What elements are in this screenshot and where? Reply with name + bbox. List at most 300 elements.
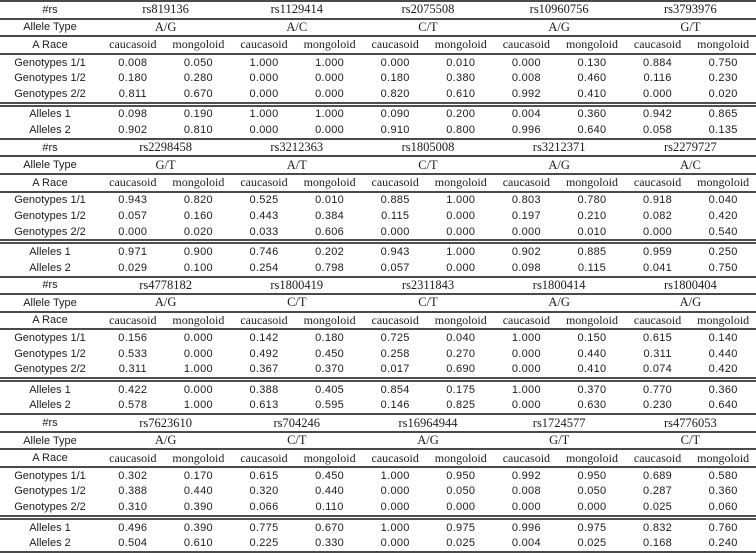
allele-type-cell: A/G [100, 294, 231, 312]
rs-id-cell: rs2075508 [362, 1, 493, 19]
freq-value-cell: 0.000 [494, 499, 560, 517]
rs-id-cell: rs819136 [100, 1, 231, 19]
freq-value-cell: 0.390 [166, 499, 232, 517]
genotype-row-1-2 [0, 484, 756, 500]
freq-value-cell: 0.029 [100, 260, 166, 277]
freq-value-cell: 0.578 [100, 398, 166, 415]
freq-value-cell: 0.000 [380, 485, 410, 498]
freq-value-cell: 0.580 [708, 469, 738, 482]
freq-value-cell: 0.525 [249, 194, 279, 207]
race-header-cell: caucasoid [231, 174, 297, 192]
freq-value-cell: 0.606 [297, 224, 363, 242]
allele-freq-row-2 [0, 535, 756, 552]
freq-value-cell: 0.000 [183, 347, 213, 360]
race-header-cell: caucasoid [231, 449, 297, 467]
race-header-cell: mongoloid [690, 174, 756, 192]
freq-value-cell: 0.460 [577, 72, 607, 85]
allele-type-cell: A/G [362, 432, 493, 450]
allele-type-cell: A/C [625, 156, 756, 174]
freq-value-cell: 0.865 [708, 108, 738, 121]
freq-value-cell: 0.670 [315, 521, 345, 534]
freq-value-cell: 0.959 [643, 246, 673, 259]
race-header-cell: caucasoid [100, 449, 166, 467]
freq-value-cell: 0.200 [446, 108, 476, 121]
freq-value-cell: 0.996 [511, 521, 541, 534]
freq-value-cell: 0.000 [494, 361, 560, 379]
freq-value-cell: 0.360 [708, 485, 738, 498]
freq-value-cell: 0.370 [577, 383, 607, 396]
freq-value-cell: 0.135 [690, 122, 756, 139]
freq-value-cell: 0.405 [315, 383, 345, 396]
freq-value-cell: 0.000 [362, 499, 428, 517]
freq-value-cell: 0.390 [183, 521, 213, 534]
freq-value-cell: 0.780 [577, 194, 607, 207]
freq-value-cell: 0.160 [183, 209, 213, 222]
freq-value-cell: 0.060 [690, 499, 756, 517]
freq-value-cell: 0.943 [380, 246, 410, 259]
allele-type-row-block-4 [0, 432, 756, 450]
row-label-cell: Genotypes 1/2 [14, 347, 86, 360]
row-label-cell: Genotypes 1/1 [14, 56, 86, 69]
allele-type-cell: C/T [625, 432, 756, 450]
freq-value-cell: 0.020 [166, 224, 232, 242]
freq-value-cell: 0.330 [297, 535, 363, 552]
freq-value-cell: 0.492 [249, 347, 279, 360]
freq-value-cell: 0.057 [118, 209, 148, 222]
freq-value-cell: 0.410 [559, 86, 625, 104]
rs-row-block-1 [0, 1, 756, 19]
allele-type-cell: A/G [100, 19, 231, 37]
freq-value-cell: 0.000 [183, 383, 213, 396]
freq-value-cell: 0.971 [118, 246, 148, 259]
allele-freq-row-1 [0, 242, 756, 260]
freq-value-cell: 0.004 [494, 535, 560, 552]
rs-id-cell: rs2298458 [100, 139, 231, 157]
freq-value-cell: 0.918 [643, 194, 673, 207]
race-header-cell: caucasoid [100, 312, 166, 330]
freq-value-cell: 1.000 [249, 56, 279, 69]
row-label-cell: #rs [0, 1, 100, 19]
race-header-row-block-4 [0, 449, 756, 467]
row-label-cell: Allele Type [0, 19, 100, 37]
allele-type-cell: G/T [625, 19, 756, 37]
freq-value-cell: 0.000 [297, 86, 363, 104]
rs-id-cell: rs1800404 [625, 277, 756, 295]
freq-value-cell: 0.440 [577, 347, 607, 360]
rs-id-cell: rs3212371 [494, 139, 625, 157]
freq-value-cell: 1.000 [315, 108, 345, 121]
freq-value-cell: 0.975 [446, 521, 476, 534]
freq-value-cell: 0.130 [577, 56, 607, 69]
row-label-cell: Alleles 1 [29, 521, 71, 534]
rs-row-block-3 [0, 277, 756, 295]
freq-value-cell: 0.008 [511, 72, 541, 85]
freq-value-cell: 0.360 [577, 108, 607, 121]
freq-value-cell: 0.010 [559, 224, 625, 242]
race-header-cell: mongoloid [166, 36, 232, 54]
row-label-cell: Allele Type [0, 294, 100, 312]
freq-value-cell: 0.115 [559, 260, 625, 277]
race-header-cell: mongoloid [428, 36, 494, 54]
row-label-cell: #rs [0, 277, 100, 295]
row-label-cell: Genotypes 2/2 [0, 361, 100, 379]
freq-value-cell: 0.615 [249, 469, 279, 482]
race-header-cell: mongoloid [428, 174, 494, 192]
freq-value-cell: 0.000 [428, 260, 494, 277]
freq-value-cell: 0.115 [381, 209, 410, 222]
row-label-cell: A Race [0, 312, 100, 330]
freq-value-cell: 0.380 [446, 72, 476, 85]
freq-value-cell: 0.775 [249, 521, 279, 534]
freq-value-cell: 0.180 [315, 332, 345, 345]
race-header-cell: caucasoid [362, 36, 428, 54]
freq-value-cell: 0.996 [494, 122, 560, 139]
freq-value-cell: 0.750 [690, 260, 756, 277]
freq-value-cell: 0.000 [183, 332, 213, 345]
race-header-row-block-3 [0, 312, 756, 330]
freq-value-cell: 0.900 [183, 246, 213, 259]
allele-type-cell: A/G [494, 19, 625, 37]
freq-value-cell: 0.008 [511, 485, 541, 498]
allele-freq-row-1 [0, 104, 756, 122]
allele-type-cell: C/T [362, 19, 493, 37]
freq-value-cell: 0.746 [249, 246, 279, 259]
race-header-cell: caucasoid [494, 449, 560, 467]
freq-table-body [0, 1, 756, 552]
freq-value-cell: 0.025 [625, 499, 691, 517]
allele-freq-row-2 [0, 398, 756, 415]
freq-value-cell: 0.040 [708, 194, 738, 207]
freq-value-cell: 0.820 [183, 194, 213, 207]
race-header-cell: caucasoid [494, 174, 560, 192]
row-label-cell: A Race [0, 36, 100, 54]
rs-id-cell: rs2279727 [625, 139, 756, 157]
freq-value-cell: 0.496 [118, 521, 148, 534]
rs-id-cell: rs16964944 [362, 414, 493, 432]
freq-value-cell: 0.725 [380, 332, 410, 345]
freq-value-cell: 0.902 [100, 122, 166, 139]
allele-type-cell: C/T [362, 156, 493, 174]
race-header-cell: mongoloid [297, 36, 363, 54]
freq-value-cell: 0.310 [100, 499, 166, 517]
freq-value-cell: 0.000 [625, 224, 691, 242]
freq-value-cell: 0.750 [708, 56, 738, 69]
freq-value-cell: 0.000 [511, 56, 541, 69]
race-header-cell: caucasoid [625, 36, 691, 54]
allele-type-cell: G/T [494, 432, 625, 450]
freq-value-cell: 0.074 [625, 361, 691, 379]
rs-id-cell: rs4776053 [625, 414, 756, 432]
freq-value-cell: 0.100 [166, 260, 232, 277]
genotype-row-2-2 [0, 499, 756, 517]
race-header-cell: caucasoid [494, 312, 560, 330]
freq-value-cell: 0.197 [511, 209, 541, 222]
allele-freq-row-1 [0, 517, 756, 535]
row-label-cell: Allele Type [0, 432, 100, 450]
freq-value-cell: 1.000 [380, 469, 410, 482]
freq-value-cell: 1.000 [446, 246, 476, 259]
race-header-cell: caucasoid [362, 174, 428, 192]
row-label-cell: Genotypes 2/2 [0, 499, 100, 517]
freq-value-cell: 0.810 [166, 122, 232, 139]
freq-value-cell: 1.000 [166, 398, 232, 415]
freq-value-cell: 0.156 [118, 332, 148, 345]
allele-freq-row-2 [0, 122, 756, 139]
race-header-cell: mongoloid [428, 449, 494, 467]
freq-value-cell: 0.689 [643, 469, 673, 482]
freq-value-cell: 1.000 [166, 361, 232, 379]
allele-freq-row-1 [0, 380, 756, 398]
freq-value-cell: 0.370 [297, 361, 363, 379]
freq-value-cell: 0.254 [231, 260, 297, 277]
freq-value-cell: 0.000 [249, 72, 279, 85]
allele-type-cell: A/T [231, 156, 362, 174]
freq-value-cell: 0.440 [315, 485, 345, 498]
freq-value-cell: 0.146 [362, 398, 428, 415]
row-label-cell: Genotypes 1/1 [14, 194, 86, 207]
freq-value-cell: 0.420 [690, 361, 756, 379]
genotype-row-2-2 [0, 361, 756, 379]
allele-type-cell: A/C [231, 19, 362, 37]
freq-value-cell: 0.950 [446, 469, 476, 482]
freq-value-cell: 0.041 [625, 260, 691, 277]
freq-value-cell: 0.010 [315, 194, 345, 207]
race-header-cell: mongoloid [166, 449, 232, 467]
freq-value-cell: 0.302 [118, 469, 148, 482]
freq-value-cell: 0.000 [559, 499, 625, 517]
row-label-cell: Genotypes 1/2 [14, 72, 86, 85]
freq-value-cell: 0.533 [118, 347, 148, 360]
freq-value-cell: 0.975 [577, 521, 607, 534]
allele-type-cell: G/T [100, 156, 231, 174]
freq-value-cell: 0.000 [362, 535, 428, 552]
freq-value-cell: 0.057 [362, 260, 428, 277]
freq-value-cell: 0.210 [577, 209, 607, 222]
freq-value-cell: 1.000 [315, 56, 345, 69]
row-label-cell: #rs [0, 414, 100, 432]
freq-value-cell: 0.615 [643, 332, 673, 345]
freq-value-cell: 0.504 [100, 535, 166, 552]
freq-value-cell: 0.000 [231, 86, 297, 104]
freq-value-cell: 0.640 [559, 122, 625, 139]
allele-type-cell: A/G [625, 294, 756, 312]
freq-value-cell: 0.992 [511, 469, 541, 482]
freq-value-cell: 0.000 [380, 56, 410, 69]
freq-value-cell: 0.854 [380, 383, 410, 396]
allele-type-cell: C/T [231, 294, 362, 312]
freq-value-cell: 0.225 [231, 535, 297, 552]
freq-value-cell: 0.820 [362, 86, 428, 104]
freq-value-cell: 1.000 [380, 521, 410, 534]
freq-value-cell: 0.000 [315, 72, 345, 85]
genotype-row-1-1 [0, 192, 756, 209]
freq-value-cell: 0.000 [428, 499, 494, 517]
freq-value-cell: 0.280 [183, 72, 213, 85]
row-label-cell: Alleles 2 [0, 122, 100, 139]
freq-value-cell: 0.825 [428, 398, 494, 415]
freq-value-cell: 0.690 [428, 361, 494, 379]
freq-value-cell: 0.258 [380, 347, 410, 360]
genotype-row-1-1 [0, 467, 756, 484]
freq-value-cell: 0.008 [118, 56, 148, 69]
allele-type-row-block-2 [0, 156, 756, 174]
allele-type-cell: A/G [494, 294, 625, 312]
race-header-cell: mongoloid [559, 36, 625, 54]
freq-value-cell: 0.230 [625, 398, 691, 415]
rs-id-cell: rs3212363 [231, 139, 362, 157]
freq-value-cell: 1.000 [511, 332, 541, 345]
freq-value-cell: 0.000 [494, 398, 560, 415]
race-header-cell: caucasoid [100, 36, 166, 54]
freq-value-cell: 1.000 [249, 108, 279, 121]
freq-value-cell: 0.450 [315, 347, 345, 360]
freq-value-cell: 0.230 [708, 72, 738, 85]
freq-value-cell: 0.950 [577, 469, 607, 482]
freq-value-cell: 0.170 [183, 469, 213, 482]
freq-value-cell: 0.017 [362, 361, 428, 379]
rs-id-cell: rs2311843 [362, 277, 493, 295]
race-header-cell: caucasoid [231, 312, 297, 330]
race-header-cell: caucasoid [625, 312, 691, 330]
genotype-row-2-2 [0, 224, 756, 242]
row-label-cell: Alleles 1 [29, 383, 71, 396]
freq-value-cell: 0.630 [559, 398, 625, 415]
genotype-row-1-1 [0, 329, 756, 346]
freq-value-cell: 0.798 [297, 260, 363, 277]
freq-value-cell: 0.388 [118, 485, 148, 498]
race-header-cell: mongoloid [297, 449, 363, 467]
rs-row-block-4 [0, 414, 756, 432]
race-header-cell: caucasoid [625, 174, 691, 192]
row-label-cell: Allele Type [0, 156, 100, 174]
freq-value-cell: 0.943 [118, 194, 148, 207]
freq-value-cell: 0.098 [118, 108, 148, 121]
race-header-cell: mongoloid [166, 174, 232, 192]
row-label-cell: Genotypes 1/2 [14, 485, 86, 498]
freq-value-cell: 0.902 [511, 246, 541, 259]
rs-id-cell: rs1724577 [494, 414, 625, 432]
freq-value-cell: 0.640 [690, 398, 756, 415]
freq-value-cell: 0.367 [231, 361, 297, 379]
race-header-cell: caucasoid [625, 449, 691, 467]
freq-value-cell: 0.800 [428, 122, 494, 139]
freq-value-cell: 0.270 [446, 347, 476, 360]
genotype-row-1-1 [0, 54, 756, 71]
rs-id-cell: rs4778182 [100, 277, 231, 295]
freq-value-cell: 0.410 [559, 361, 625, 379]
freq-value-cell: 0.175 [446, 383, 476, 396]
race-header-row-block-2 [0, 174, 756, 192]
freq-value-cell: 0.240 [690, 535, 756, 552]
freq-value-cell: 0.050 [577, 485, 607, 498]
freq-value-cell: 1.000 [511, 383, 541, 396]
freq-value-cell: 0.992 [494, 86, 560, 104]
race-header-cell: mongoloid [297, 174, 363, 192]
freq-value-cell: 0.388 [249, 383, 279, 396]
row-label-cell: A Race [0, 449, 100, 467]
freq-value-cell: 0.004 [511, 108, 541, 121]
freq-value-cell: 0.066 [231, 499, 297, 517]
freq-value-cell: 0.942 [643, 108, 673, 121]
freq-value-cell: 0.610 [428, 86, 494, 104]
row-label-cell: Genotypes 2/2 [0, 86, 100, 104]
freq-value-cell: 0.440 [183, 485, 213, 498]
allele-type-row-block-3 [0, 294, 756, 312]
race-header-cell: mongoloid [690, 36, 756, 54]
freq-value-cell: 0.000 [625, 86, 691, 104]
freq-value-cell: 0.142 [249, 332, 279, 345]
freq-value-cell: 0.058 [625, 122, 691, 139]
freq-value-cell: 0.311 [100, 361, 166, 379]
freq-value-cell: 0.000 [297, 122, 363, 139]
freq-value-cell: 0.180 [118, 72, 148, 85]
rs-id-cell: rs704246 [231, 414, 362, 432]
race-header-cell: caucasoid [362, 312, 428, 330]
freq-value-cell: 0.025 [559, 535, 625, 552]
row-label-cell: Alleles 2 [0, 260, 100, 277]
freq-value-cell: 0.595 [297, 398, 363, 415]
race-header-cell: mongoloid [559, 449, 625, 467]
freq-value-cell: 0.180 [380, 72, 410, 85]
freq-value-cell: 0.613 [231, 398, 297, 415]
row-label-cell: Alleles 1 [29, 246, 71, 259]
row-label-cell: Genotypes 1/2 [14, 209, 86, 222]
freq-value-cell: 0.000 [362, 224, 428, 242]
freq-value-cell: 0.443 [249, 209, 279, 222]
race-header-cell: mongoloid [559, 312, 625, 330]
race-header-cell: mongoloid [166, 312, 232, 330]
freq-value-cell: 0.803 [511, 194, 541, 207]
freq-value-cell: 0.090 [380, 108, 410, 121]
freq-value-cell: 0.140 [708, 332, 738, 345]
race-header-cell: mongoloid [690, 449, 756, 467]
freq-value-cell: 0.020 [690, 86, 756, 104]
freq-value-cell: 0.050 [446, 485, 476, 498]
allele-type-row-block-1 [0, 19, 756, 37]
allele-type-cell: A/G [100, 432, 231, 450]
freq-value-cell: 0.885 [577, 246, 607, 259]
race-header-cell: caucasoid [231, 36, 297, 54]
row-label-cell: A Race [0, 174, 100, 192]
freq-value-cell: 0.000 [446, 209, 476, 222]
freq-value-cell: 0.770 [643, 383, 673, 396]
freq-value-cell: 0.422 [118, 383, 148, 396]
freq-value-cell: 0.000 [100, 224, 166, 242]
freq-value-cell: 0.885 [380, 194, 410, 207]
freq-value-cell: 0.000 [231, 122, 297, 139]
freq-value-cell: 0.450 [315, 469, 345, 482]
freq-value-cell: 0.168 [625, 535, 691, 552]
freq-value-cell: 0.000 [511, 347, 541, 360]
freq-value-cell: 0.040 [446, 332, 476, 345]
freq-value-cell: 0.098 [494, 260, 560, 277]
freq-value-cell: 0.150 [577, 332, 607, 345]
freq-value-cell: 0.287 [643, 485, 673, 498]
row-label-cell: Alleles 1 [29, 108, 71, 121]
freq-value-cell: 0.050 [183, 56, 213, 69]
race-header-cell: caucasoid [494, 36, 560, 54]
freq-value-cell: 0.000 [494, 224, 560, 242]
freq-value-cell: 0.110 [297, 499, 363, 517]
freq-value-cell: 0.025 [428, 535, 494, 552]
rs-row-block-2 [0, 139, 756, 157]
freq-value-cell: 0.670 [166, 86, 232, 104]
genotype-row-2-2 [0, 86, 756, 104]
race-header-row-block-1 [0, 36, 756, 54]
rs-id-cell: rs1805008 [362, 139, 493, 157]
freq-value-cell: 0.010 [446, 56, 476, 69]
row-label-cell: Alleles 2 [0, 398, 100, 415]
